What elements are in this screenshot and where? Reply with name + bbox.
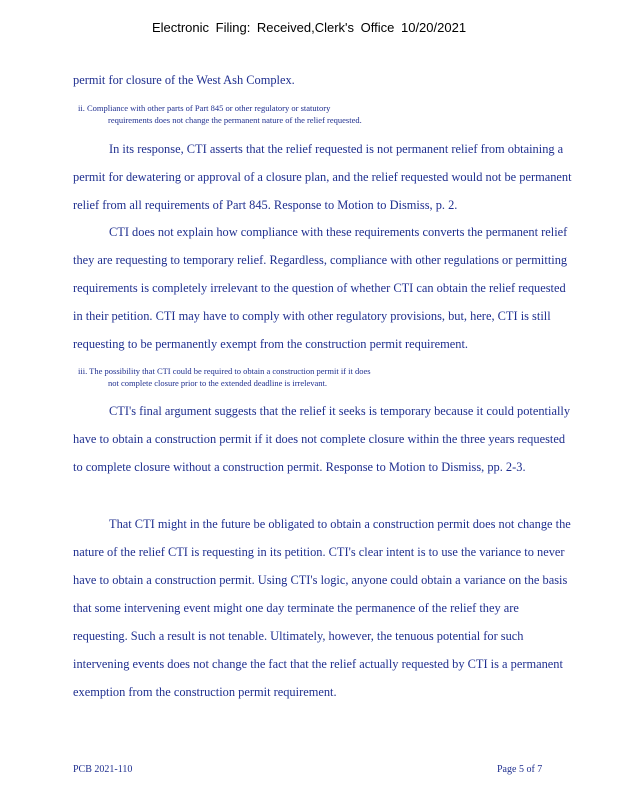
paragraph-2 xyxy=(73,218,573,358)
subheading-ii-line2: requirements does not change the permanent nature of the relief requested. xyxy=(108,115,362,125)
paragraph-2-text: CTI does not explain how compliance with these requirements converts the permanent relief they are requesting to temporary relief. Regardless, compliance with other regulations or permitting requirements is completely irrelevant to the question of whether CTI can obtain the relief requested in their petition. CTI may have to comply with other regulatory provisions, but, here, CTI is still requesting to be permanently exempt from the construction permit requirement. xyxy=(73,225,568,351)
paragraph-3-text: CTI's final argument suggests that the relief it seeks is temporary because it could potentially have to obtain a construction permit if it does not complete closure within the three years requested to complete closure without a construction permit. Response to Motion to Dismiss, pp. 2-3. xyxy=(73,404,571,474)
subheading-ii-line1: ii. Compliance with other parts of Part 845 or other regulatory or statutory xyxy=(78,103,331,113)
subheading-iii-line2: not complete closure prior to the extended deadline is irrelevant. xyxy=(108,378,328,388)
filing-stamp-header: Electronic Filing: Received,Clerk's Office 10/20/2021 xyxy=(151,20,467,35)
paragraph-1 xyxy=(73,135,573,219)
paragraph-4 xyxy=(73,510,573,706)
paragraph-4-text: That CTI might in the future be obligated to obtain a construction permit does not change the nature of the relief CTI is requesting in its petition. CTI's clear intent is to use the variance to never have to obtain a construction permit. Using CTI's logic, anyone could obtain a variance on the basis that some intervening event might one day terminate the permanence of the relief they are requesting. Such a result is not tenable. Ultimately, however, the tenuous potential for such intervening events does not change the fact that the relief actually requested by CTI is a permanent exemption from the construction permit requirement. xyxy=(73,517,571,699)
paragraph-3 xyxy=(73,397,573,481)
paragraph-continuation: permit for closure of the West Ash Complex. xyxy=(73,73,295,87)
footer-page-number: Page 5 of 7 xyxy=(497,764,543,775)
paragraph-1-text: In its response, CTI asserts that the relief requested is not permanent relief from obtaining a permit for dewatering or approval of a closure plan, and the relief requested would not be permanent relief from all requirements of Part 845. Response to Motion to Dismiss, p. 2. xyxy=(73,142,572,212)
subheading-iii-line1: iii. The possibility that CTI could be required to obtain a construction permit if it does xyxy=(78,366,371,376)
footer-case-number: PCB 2021-110 xyxy=(73,764,133,775)
